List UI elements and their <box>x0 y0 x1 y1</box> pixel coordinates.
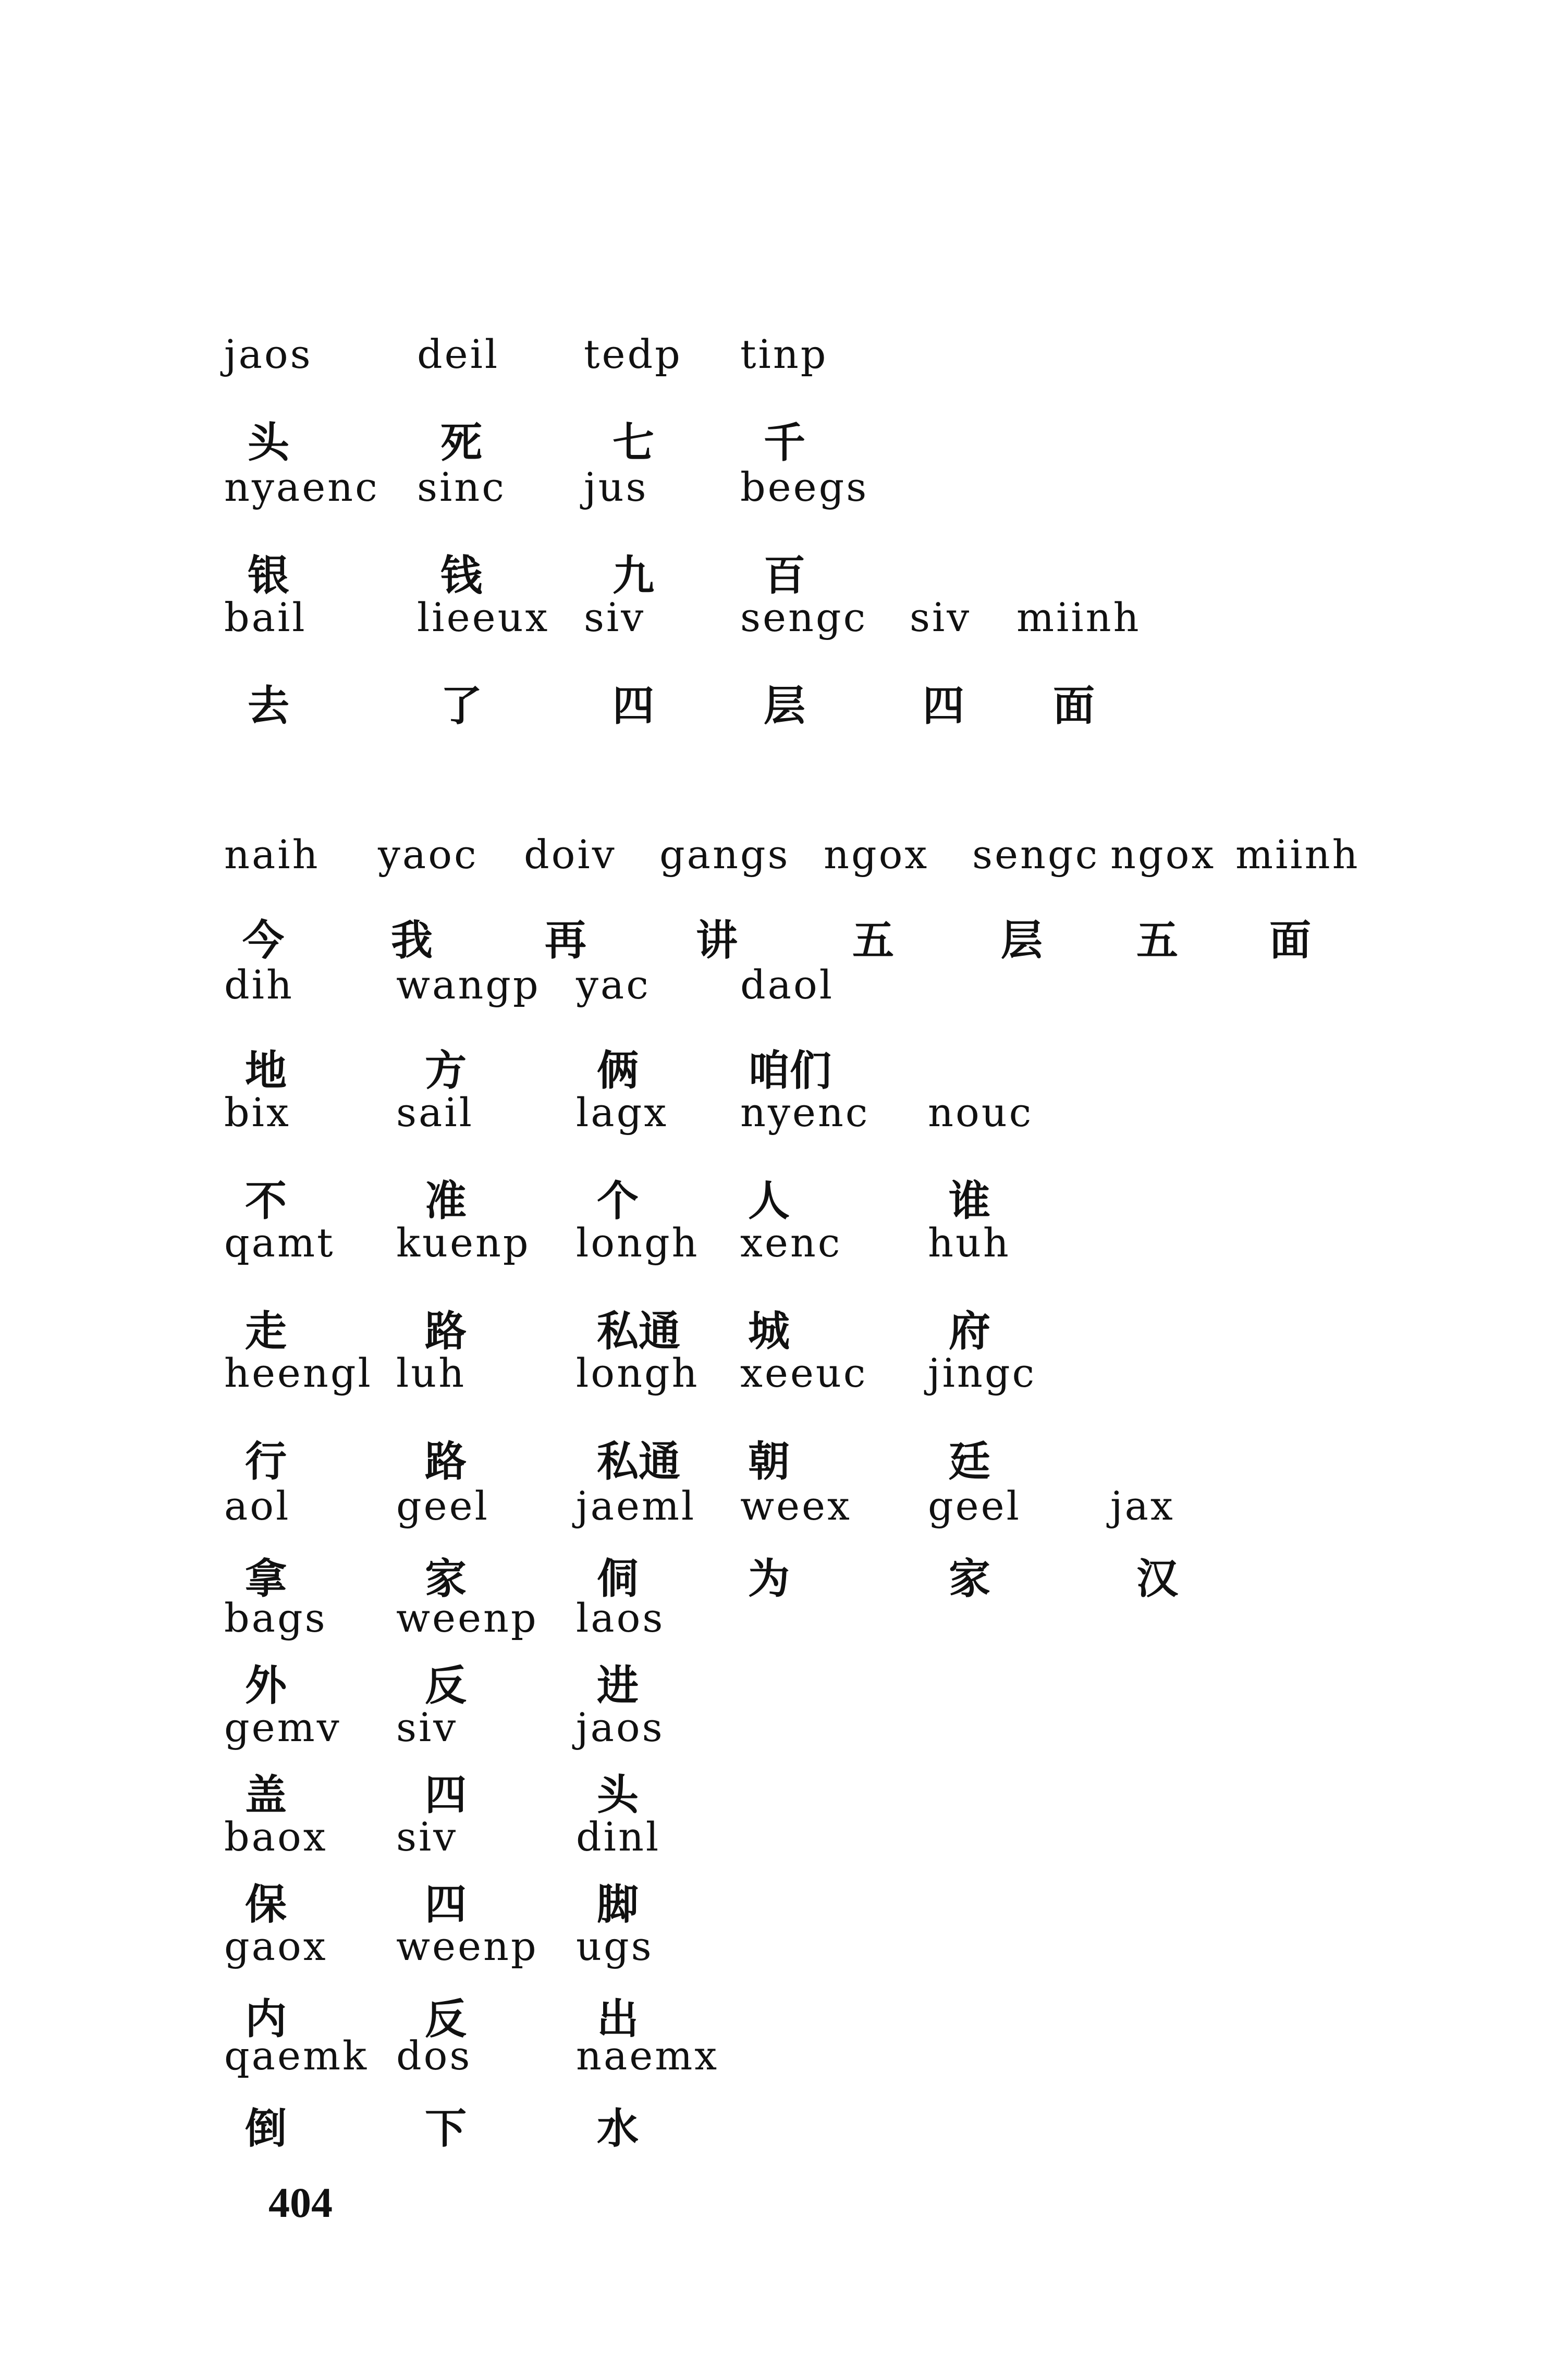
chinese-word: 水 <box>597 2104 639 2153</box>
chinese-word: 俩 <box>597 1046 639 1095</box>
romanized-line <box>0 831 1543 889</box>
romanized-word: dih <box>224 961 294 1008</box>
chinese-word: 路 <box>425 1307 467 1355</box>
romanized-word: luh <box>396 1350 467 1396</box>
romanized-word: sail <box>396 1089 474 1136</box>
romanized-word: huh <box>928 1219 1011 1266</box>
romanized-word: jaos <box>576 1704 665 1750</box>
romanized-word: bix <box>224 1089 291 1136</box>
chinese-word: 家 <box>949 1555 990 1603</box>
chinese-word: 七 <box>613 418 654 467</box>
romanized-word: siv <box>396 1814 458 1860</box>
chinese-gloss-line <box>0 672 1543 730</box>
romanized-word: weenp <box>396 1595 538 1641</box>
chinese-gloss-line <box>0 1871 1543 1928</box>
romanized-word: siv <box>910 594 972 640</box>
chinese-word: 头 <box>248 418 289 467</box>
romanized-line <box>0 1704 1543 1761</box>
chinese-word: 谁 <box>949 1177 990 1225</box>
romanized-line <box>0 331 1543 388</box>
romanized-word: ngox <box>1110 831 1216 878</box>
romanized-word: longh <box>576 1219 700 1266</box>
romanized-word: longh <box>576 1350 700 1396</box>
chinese-word: 侗 <box>597 1555 639 1603</box>
chinese-word: 九 <box>613 551 654 600</box>
romanized-word: weenp <box>396 1923 538 1969</box>
romanized-word: naemx <box>576 2032 719 2079</box>
chinese-gloss-line <box>0 409 1543 466</box>
romanized-line <box>0 464 1543 521</box>
chinese-word: 外 <box>245 1661 287 1710</box>
romanized-word: qamt <box>224 1219 335 1266</box>
chinese-word: 个 <box>597 1177 639 1225</box>
chinese-gloss-line <box>0 1761 1543 1819</box>
chinese-word: 今 <box>242 916 284 965</box>
romanized-line <box>0 2032 1543 2090</box>
chinese-word: 为 <box>748 1555 790 1603</box>
romanized-word: dos <box>396 2032 472 2079</box>
romanized-word: wangp <box>396 961 541 1008</box>
chinese-word: 府 <box>949 1307 990 1355</box>
chinese-word: 面 <box>1269 916 1311 965</box>
chinese-word: 朝 <box>748 1437 790 1486</box>
romanized-word: daol <box>740 961 835 1008</box>
romanized-word: tinp <box>740 331 828 377</box>
romanized-word: siv <box>396 1704 458 1750</box>
chinese-word: 行 <box>245 1437 287 1486</box>
chinese-word: 走 <box>245 1307 287 1355</box>
chinese-gloss-line <box>0 1652 1543 1709</box>
romanized-word: tedp <box>584 331 682 377</box>
romanized-word: nyaenc <box>224 464 379 510</box>
chinese-word: 咱们 <box>748 1046 831 1095</box>
romanized-word: miinh <box>1235 831 1360 878</box>
romanized-word: qaemk <box>224 2032 369 2079</box>
romanized-word: bags <box>224 1595 327 1641</box>
romanized-word: weex <box>740 1483 852 1529</box>
chinese-word: 倒 <box>245 2104 287 2153</box>
romanized-word: geel <box>396 1483 489 1529</box>
romanized-line <box>0 1595 1543 1652</box>
chinese-word: 反 <box>425 1995 467 2043</box>
chinese-word: 家 <box>425 1555 467 1603</box>
chinese-word: 银 <box>248 551 289 600</box>
chinese-word: 四 <box>923 682 964 730</box>
romanized-word: kuenp <box>396 1219 531 1266</box>
chinese-gloss-line <box>0 2095 1543 2152</box>
romanized-line <box>0 1923 1543 1980</box>
romanized-word: geel <box>928 1483 1021 1529</box>
romanized-word: doiv <box>524 831 617 878</box>
romanized-word: nyenc <box>740 1089 870 1136</box>
romanized-word: jaeml <box>576 1483 696 1529</box>
romanized-word: lieeux <box>417 594 550 640</box>
chinese-word: 进 <box>597 1661 639 1710</box>
chinese-word: 方 <box>425 1046 467 1095</box>
romanized-word: nouc <box>928 1089 1034 1136</box>
chinese-word: 盖 <box>245 1771 287 1819</box>
chinese-word: 钱 <box>440 551 482 600</box>
romanized-word: deil <box>417 331 500 377</box>
chinese-word: 人 <box>748 1177 790 1225</box>
chinese-word: 反 <box>425 1661 467 1710</box>
chinese-word: 保 <box>245 1880 287 1929</box>
chinese-gloss-line <box>0 1428 1543 1485</box>
chinese-word: 不 <box>245 1177 287 1225</box>
chinese-word: 层 <box>764 682 805 730</box>
page-number: 404 <box>268 2179 333 2226</box>
chinese-word: 五 <box>1136 916 1178 965</box>
chinese-word: 四 <box>425 1880 467 1929</box>
chinese-word: 内 <box>245 1995 287 2043</box>
chinese-word: 脚 <box>597 1880 639 1929</box>
chinese-word: 去 <box>248 682 289 730</box>
chinese-word: 层 <box>1001 916 1043 965</box>
chinese-gloss-line <box>0 1037 1543 1094</box>
romanized-word: ugs <box>576 1923 654 1969</box>
romanized-word: laos <box>576 1595 665 1641</box>
chinese-word: 我 <box>391 916 433 965</box>
romanized-word: xenc <box>740 1219 842 1266</box>
chinese-word: 死 <box>440 418 482 467</box>
chinese-word: 出 <box>597 1995 639 2043</box>
romanized-word: baox <box>224 1814 328 1860</box>
chinese-gloss-line <box>0 1298 1543 1355</box>
romanized-word: heengl <box>224 1350 373 1396</box>
chinese-word: 四 <box>425 1771 467 1819</box>
chinese-word: 面 <box>1053 682 1095 730</box>
chinese-gloss-line <box>0 542 1543 599</box>
chinese-word: 了 <box>440 682 482 730</box>
chinese-word: 讲 <box>696 916 738 965</box>
romanized-word: dinl <box>576 1814 661 1860</box>
romanized-word: sengc <box>972 831 1100 878</box>
romanized-word: yaoc <box>378 831 479 878</box>
chinese-word: 千 <box>764 418 805 467</box>
romanized-line <box>0 1219 1543 1277</box>
chinese-word: 头 <box>597 1771 639 1819</box>
chinese-word: 路 <box>425 1437 467 1486</box>
chinese-gloss-line <box>0 1545 1543 1602</box>
romanized-word: jax <box>1110 1483 1175 1529</box>
chinese-word: 四 <box>613 682 654 730</box>
romanized-word: xeeuc <box>740 1350 868 1396</box>
romanized-word: jingc <box>928 1350 1037 1396</box>
chinese-word: 汉 <box>1136 1555 1178 1603</box>
romanized-word: ngox <box>824 831 929 878</box>
chinese-word: 五 <box>852 916 894 965</box>
romanized-line <box>0 961 1543 1019</box>
chinese-word: 百 <box>764 551 805 600</box>
romanized-word: gangs <box>659 831 790 878</box>
romanized-word: siv <box>584 594 646 640</box>
romanized-word: naih <box>224 831 320 878</box>
romanized-word: lagx <box>576 1089 669 1136</box>
romanized-word: bail <box>224 594 307 640</box>
romanized-word: yac <box>576 961 651 1008</box>
romanized-word: aol <box>224 1483 291 1529</box>
chinese-word: 地 <box>245 1046 287 1095</box>
chinese-word: 私通 <box>597 1307 680 1355</box>
chinese-word: 私通 <box>597 1437 680 1486</box>
romanized-word: sinc <box>417 464 506 510</box>
romanized-word: beegs <box>740 464 869 510</box>
chinese-word: 城 <box>748 1307 790 1355</box>
romanized-line <box>0 1350 1543 1407</box>
romanized-word: jaos <box>224 331 313 377</box>
romanized-word: gaox <box>224 1923 328 1969</box>
romanized-word: jus <box>584 464 648 510</box>
chinese-gloss-line <box>0 1167 1543 1225</box>
romanized-line <box>0 1483 1543 1540</box>
romanized-line <box>0 1089 1543 1146</box>
chinese-word: 下 <box>425 2104 467 2153</box>
romanized-word: sengc <box>740 594 868 640</box>
romanized-line <box>0 1814 1543 1871</box>
chinese-word: 再 <box>545 916 586 965</box>
romanized-line <box>0 594 1543 651</box>
chinese-gloss-line <box>0 907 1543 964</box>
chinese-word: 准 <box>425 1177 467 1225</box>
romanized-word: gemv <box>224 1704 341 1750</box>
chinese-word: 拿 <box>245 1555 287 1603</box>
chinese-word: 廷 <box>949 1437 990 1486</box>
romanized-word: miinh <box>1017 594 1141 640</box>
